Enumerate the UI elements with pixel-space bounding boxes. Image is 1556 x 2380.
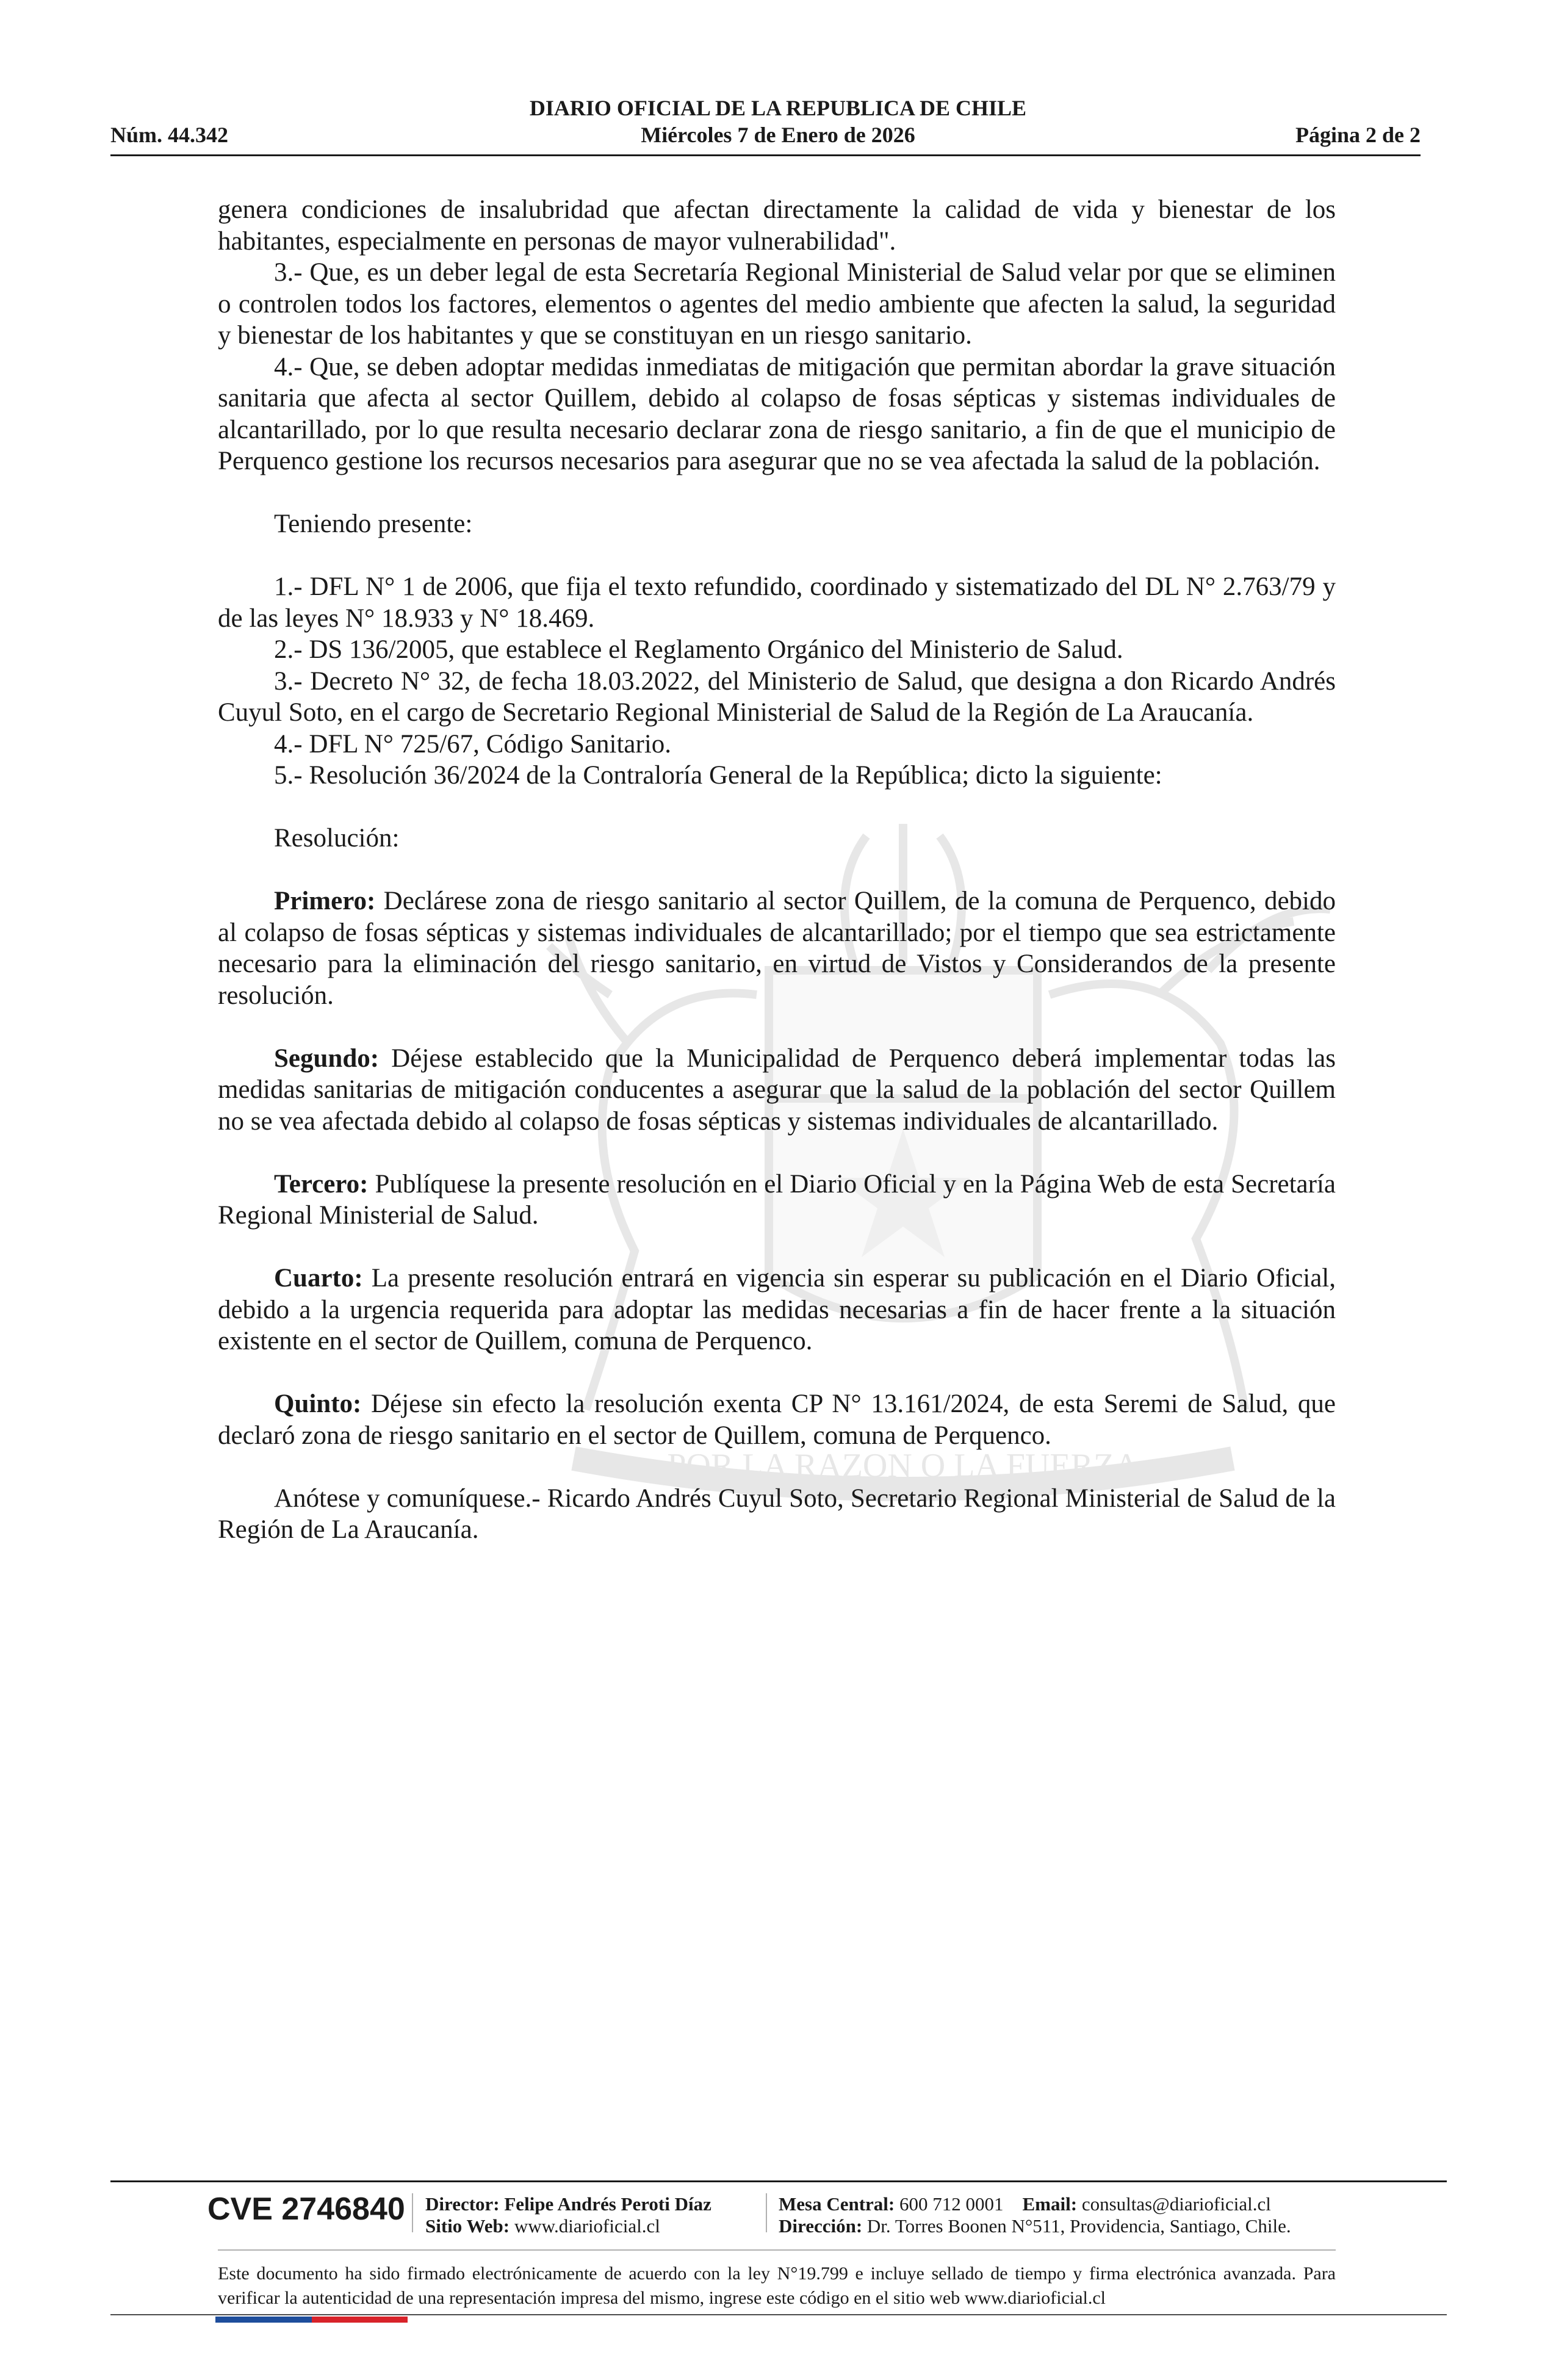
resolution-article-segundo [218, 1043, 1336, 1138]
visto-item: 3.- Decreto N° 32, de fecha 18.03.2022, del Ministerio de Salud, que designa a don Ricardo Andrés Cuyul Soto, en el cargo de Secretario Regional Ministerial de Salud de la Región de La Araucanía. [218, 666, 1336, 727]
issue-date: Miércoles 7 de Enero de 2026 [641, 123, 915, 147]
visto-item: 1.- DFL N° 1 de 2006, que fija el texto refundido, coordinado y sistematizado del DL N° 2.763/79 y de las leyes N° 18.933 y N° 18.469. [218, 572, 1336, 633]
director-label: Director: [425, 2193, 500, 2215]
website-link[interactable]: www.diarioficial.cl [514, 2215, 660, 2237]
mesa-label: Mesa Central: [779, 2193, 895, 2215]
footer-inner-divider [218, 2249, 1336, 2251]
flag-stripe-red [312, 2317, 408, 2323]
legal-notice: Este documento ha sido firmado electrónicamente de acuerdo con la ley N°19.799 e incluye sellado de tiempo y firma electrónica avanzada. Para verificar la autenticidad de una representación impresa del mismo, ingrese este código en el sitio web www.diarioficial.cl [218, 2263, 1336, 2308]
footer-bottom-rule [110, 2314, 1447, 2315]
visto-item: 5.- Resolución 36/2024 de la Contraloría General de la República; dicto la siguiente: [274, 761, 1162, 790]
article-text: Déjese establecido que la Municipalidad de Perquenco deberá implementar todas las medidas sanitarias de mitigación conducentes a asegurar que la salud de la población del sector Quillem no se vea afectada debido al colapso de fosas sépticas y sistemas individuales de alcantarillado. [218, 1044, 1336, 1136]
website-label: Sitio Web: [425, 2215, 510, 2237]
director-name: Felipe Andrés Peroti Díaz [504, 2193, 711, 2215]
article-label: Primero: [274, 887, 376, 915]
visto-item: 2.- DS 136/2005, que establece el Reglamento Orgánico del Ministerio de Salud. [274, 635, 1123, 664]
email-label: Email: [1022, 2193, 1078, 2215]
article-label: Quinto: [274, 1390, 362, 1418]
page-indicator: Página 2 de 2 [1295, 123, 1421, 147]
motto-text: POR LA RAZON O LA FUERZA [667, 1447, 1139, 1485]
footer-contact-block [779, 2193, 1291, 2237]
article-text: Declárese zona de riesgo sanitario al sector Quillem, de la comuna de Perquenco, debido al colapso de fosas sépticas y sistemas individuales de alcantarillado; por el tiempo que sea estrictamente necesario para la eliminación del riesgo sanitario, en virtud de Vistos y Considerandos de la presente resolución. [218, 887, 1336, 1010]
paragraph-considerando-continued: genera condiciones de insalubridad que afectan directamente la calidad de vida y bienestar de los habitantes, especialmente en personas de mayor vulnerabilidad". [218, 195, 1336, 256]
footer-separator [412, 2193, 413, 2232]
article-label: Cuarto: [274, 1264, 363, 1293]
teniendo-presente-heading: Teniendo presente: [274, 510, 473, 538]
footer-divider [110, 2180, 1447, 2182]
flag-stripe-blue [215, 2317, 312, 2323]
article-label: Segundo: [274, 1044, 380, 1073]
header-divider [110, 154, 1421, 156]
article-label: Tercero: [274, 1169, 369, 1199]
paragraph-considerando-4: 4.- Que, se deben adoptar medidas inmediatas de mitigación que permitan abordar la grave situación sanitaria que afecta al sector Quillem, debido al colapso de fosas sépticas y sistemas individuales de alcantarillado, por lo que resulta necesario declarar zona de riesgo sanitario, a fin de que el municipio de Perquenco gestione los recursos necesarios para asegurar que no se vea afectada la salud de la población. [218, 352, 1336, 475]
address-label: Dirección: [779, 2215, 863, 2237]
footer-director-block [425, 2193, 711, 2237]
resolution-article-cuarto [218, 1263, 1336, 1357]
article-text: Publíquese la presente resolución en el Diario Oficial y en la Página Web de esta Secretaría Regional Ministerial de Salud. [218, 1169, 1336, 1230]
visto-item: 4.- DFL N° 725/67, Código Sanitario. [274, 729, 672, 759]
address-value: Dr. Torres Boonen N°511, Providencia, Santiago, Chile. [866, 2215, 1291, 2237]
resolution-article-primero [218, 885, 1336, 1011]
cve-code: CVE 2746840 [207, 2191, 405, 2227]
article-text: Déjese sin efecto la resolución exenta CP N° 13.161/2024, de esta Seremi de Salud, que declaró zona de riesgo sanitario en el sector de Quillem, comuna de Perquenco. [218, 1390, 1336, 1450]
resolution-article-tercero [218, 1169, 1336, 1231]
article-text: La presente resolución entrará en vigencia sin esperar su publicación en el Diario Oficial, debido a la urgencia requerida para adoptar las medidas necesarias a fin de hacer frente a la situación existente en el sector de Quillem, comuna de Perquenco. [218, 1264, 1336, 1355]
footer-separator [766, 2193, 767, 2232]
gazette-title: DIARIO OFICIAL DE LA REPUBLICA DE CHILE [529, 96, 1027, 120]
closing-signature: Anótese y comuníquese.- Ricardo Andrés Cuyul Soto, Secretario Regional Ministerial de Salud de la Región de La Araucanía. [218, 1484, 1336, 1544]
mesa-phone: 600 712 0001 [899, 2193, 1004, 2215]
resolucion-heading: Resolución: [274, 824, 400, 853]
email-link[interactable]: consultas@diarioficial.cl [1081, 2193, 1271, 2215]
issue-number: Núm. 44.342 [110, 123, 229, 147]
resolution-body [218, 194, 1336, 1546]
paragraph-considerando-3: 3.- Que, es un deber legal de esta Secretaría Regional Ministerial de Salud velar por que se eliminen o controlen todos los factores, elementos o agentes del medio ambiente que afecten la salud, la seguridad y bienestar de los habitantes y que se constituyan en un riesgo sanitario. [218, 258, 1336, 350]
resolution-article-quinto [218, 1388, 1336, 1451]
